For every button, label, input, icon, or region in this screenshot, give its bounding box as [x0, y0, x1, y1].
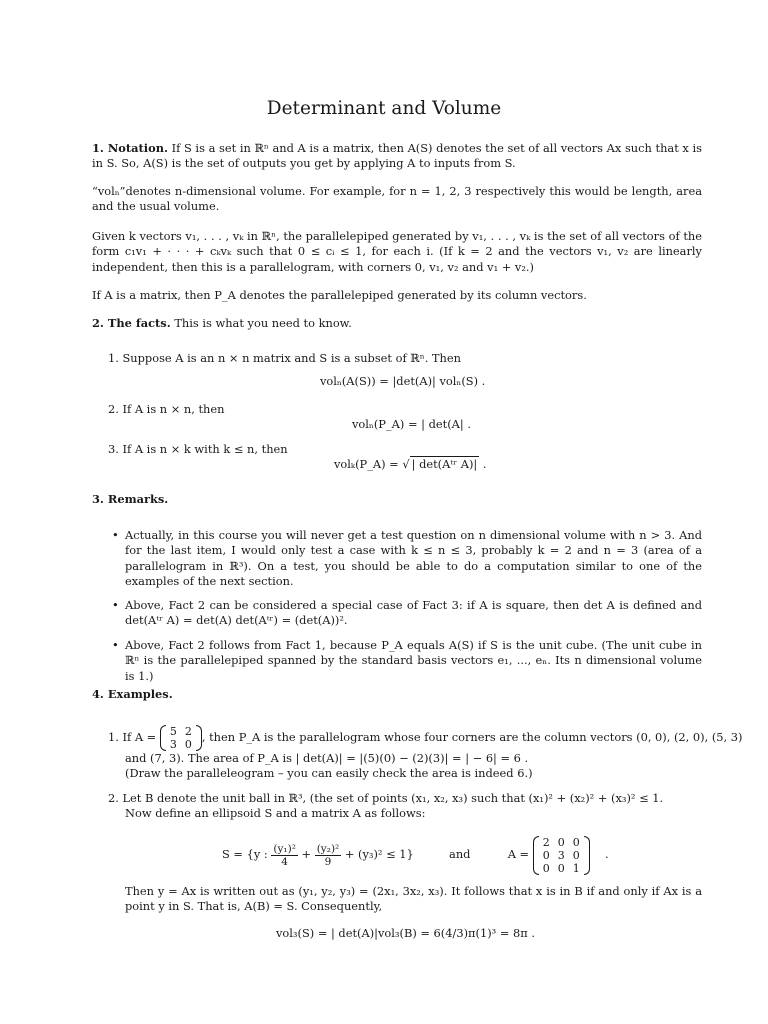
fact-3 [108, 442, 702, 457]
matrix-cell: 0 [572, 835, 580, 849]
example-2-matrix [533, 836, 590, 875]
example-1-post: , then P_A is the parallelogram whose four corners are the column vectors (0, 0), (2, 0), (5, 3) [201, 730, 743, 744]
notation-paragraph [92, 141, 702, 172]
remark-1 [112, 528, 702, 589]
matrix-row [166, 738, 196, 751]
fact-1-text: 1. Suppose A is an n × n matrix and S is a subset of ℝⁿ. Then [108, 351, 461, 365]
voln-paragraph [92, 184, 702, 215]
plus-sign: + [301, 847, 312, 861]
matrix-row [539, 836, 584, 849]
fraction-y2-num: (y₂)² [316, 842, 340, 855]
example-1-pre: 1. If A = [108, 730, 157, 744]
examples-heading: 4. Examples. [92, 687, 173, 701]
fact-1 [108, 351, 702, 366]
example-2-paragraph-2 [108, 884, 702, 915]
remark-2-text: Above, Fact 2 can be considered a special case of Fact 3: if A is square, then det A is defined and det(Aᵗʳ A) = det(A) det(Aᵗʳ) = (det(A))². [125, 598, 702, 628]
fact-3-equation [334, 457, 487, 471]
remark-2 [112, 598, 702, 629]
fraction-y2 [315, 843, 342, 868]
set-s-post: + (y₃)² ≤ 1} [344, 847, 414, 861]
matrix-cell: 0 [542, 848, 550, 862]
fact-3-text: 3. If A is n × k with k ≤ n, then [108, 442, 288, 456]
fraction-y1 [271, 843, 298, 868]
and-word: and [449, 847, 471, 861]
example-2-text-2: Now define an ellipsoid S and a matrix A as follows: [125, 806, 426, 820]
bullet-icon: • [112, 598, 119, 612]
voln-text: “volₙ”denotes n-dimensional volume. For example, for n = 1, 2, 3 respectively this would be length, area and the usual volume. [92, 184, 702, 214]
notation-heading: 1. Notation. [92, 141, 168, 155]
example-1-area: and (7, 3). The area of P_A is | det(A)| = |(5)(0) − (2)(3)| = | − 6| = 6 . [125, 751, 529, 765]
notation-text: If S is a set in ℝⁿ and A is a matrix, then A(S) denotes the set of all vectors Ax such that x is in S. So, A(S) is the set of outputs you get by applying A to inputs from S. [92, 141, 702, 171]
remarks-heading-line [92, 492, 702, 507]
example-1-line-1 [108, 722, 743, 752]
matrix-row [166, 725, 196, 738]
fact-1-equation: volₙ(A(S)) = |det(A)| volₙ(S) . [320, 374, 486, 388]
matrix-cell: 0 [557, 861, 565, 875]
parallelepiped-paragraph [92, 229, 702, 275]
example-1-note: (Draw the paralleleogram – you can easily check the area is indeed 6.) [125, 766, 533, 780]
matrix-a-pre: A = [507, 847, 530, 861]
example-2-line-1 [108, 791, 702, 806]
fact-3-eq-end: . [479, 457, 487, 471]
fraction-y2-den: 9 [324, 855, 332, 868]
facts-intro: This is what you need to know. [174, 316, 352, 330]
pa-text: If A is a matrix, then P_A denotes the parallelepiped generated by its column vectors. [92, 288, 587, 302]
examples-heading-line [92, 687, 702, 702]
matrix-a-post: . [604, 847, 609, 861]
matrix-cell: 5 [169, 725, 177, 738]
example-1-line-3 [108, 766, 702, 781]
fact-3-eq-left: volₖ(P_A) = √ [334, 457, 410, 471]
bullet-icon: • [112, 638, 119, 652]
fact-2-text: 2. If A is n × n, then [108, 402, 225, 416]
matrix-cell: 0 [572, 848, 580, 862]
remark-1-text: Actually, in this course you will never get a test question on n dimensional volume with n > 3. And for the last item, I would only test a case with k ≤ n ≤ 3, probably k = 2 and n = 3 (area of a parallelogram in ℝ³). On a test, you should be able to do a computation similar to one of the examples of the next section. [125, 528, 702, 588]
parallelepiped-text: Given k vectors v₁, . . . , vₖ in ℝⁿ, the parallelepiped generated by v₁, . . . , vₖ is the set of all vectors of the form c₁v₁ + · · · + cₖvₖ such that 0 ≤ cᵢ ≤ 1, for each i. (If k = 2 and the vectors v₁, v₂ are linearly independent, then this is a parallelogram, with corners 0, v₁, v₂ and v₁ + v₂.) [92, 229, 702, 274]
page-title: Determinant and Volume [266, 98, 502, 119]
fraction-y1-num: (y₁)² [273, 842, 296, 855]
fact-2-equation: volₙ(P_A) = | det(A| . [352, 417, 471, 431]
example-2-definition [222, 830, 609, 878]
set-s-pre: S = {y : [222, 847, 268, 861]
example-1-line-2 [108, 751, 702, 766]
matrix-cell: 3 [557, 848, 565, 862]
matrix-cell: 0 [542, 861, 550, 875]
example-2-line-2 [108, 806, 702, 821]
matrix-cell: 3 [169, 738, 177, 751]
facts-heading: 2. The facts. [92, 316, 171, 330]
matrix-cell: 2 [184, 725, 192, 738]
example-2-text-3: Then y = Ax is written out as (y₁, y₂, y₃) = (2x₁, 3x₂, x₃). It follows that x is in B if and only if Ax is a point y in S. That is, A(B) = S. Consequently, [125, 884, 702, 914]
facts-paragraph [92, 316, 702, 331]
matrix-row [539, 862, 584, 875]
example-1-matrix [160, 725, 202, 751]
example-2-equation: vol₃(S) = | det(A)|vol₃(B) = 6(4/3)π(1)³ = 8π . [276, 926, 535, 940]
matrix-cell: 1 [572, 861, 580, 875]
fact-2 [108, 402, 702, 417]
remarks-heading: 3. Remarks. [92, 492, 169, 506]
matrix-cell: 0 [557, 835, 565, 849]
remark-3 [112, 638, 702, 684]
fact-3-eq-radicand: | det(Aᵗʳ A)| [411, 457, 478, 471]
example-2-text-1: 2. Let B denote the unit ball in ℝ³, (the set of points (x₁, x₂, x₃) such that (x₁)² + (x₂)² + (x₃)² ≤ 1. [108, 791, 664, 805]
remark-3-text: Above, Fact 2 follows from Fact 1, because P_A equals A(S) if S is the unit cube. (The unit cube in ℝⁿ is the parallelepiped spanned by the standard basis vectors e₁, ..., eₙ. Its n dimensional volume is 1.) [125, 638, 702, 683]
bullet-icon: • [112, 528, 119, 542]
matrix-cell: 2 [542, 835, 550, 849]
matrix-cell: 0 [184, 738, 192, 751]
matrix-row [539, 849, 584, 862]
fraction-y1-den: 4 [281, 855, 288, 868]
pa-paragraph [92, 288, 702, 303]
